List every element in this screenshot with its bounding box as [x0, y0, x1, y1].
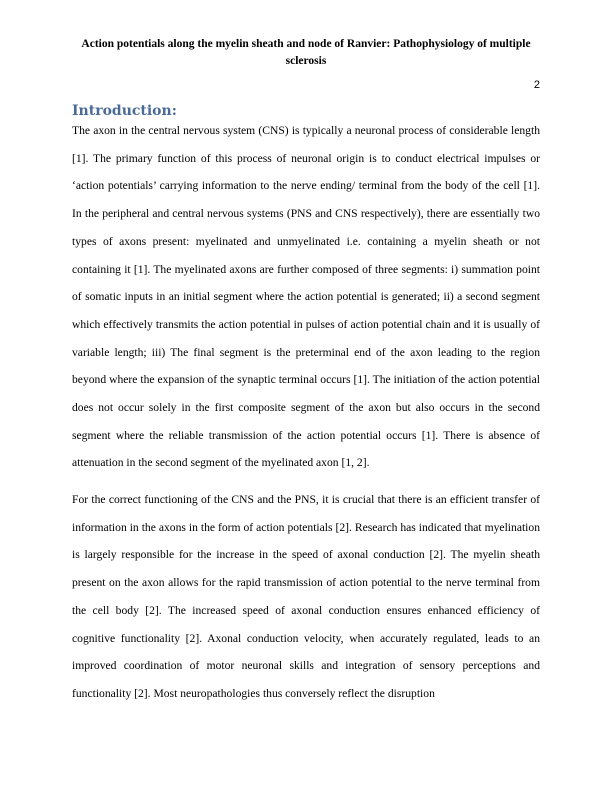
document-title: Action potentials along the myelin sheath and node of Ranvier: Pathophysiology of multiple sclerosis: [81, 38, 531, 67]
page-number: 2: [533, 79, 540, 91]
body-paragraph-2: For the correct functioning of the CNS and the PNS, it is crucial that there is an efficient transfer of information in the axons in the form of action potentials [2]. Research has indicated that myelination is largely responsible for the increase in the speed of axonal conduction [2]. The myelin sheath present on the axon allows for the rapid transmission of action potential to the nerve terminal from the cell body [2]. The increased speed of axonal conduction ensures enhanced efficiency of cognitive functionality [2]. Axonal conduction velocity, when accurately regulated, leads to an improved coordination of motor neuronal skills and integration of sensory perceptions and functionality [2]. Most neuropathologies thus conversely reflect the disruption: [72, 493, 540, 700]
section-heading-introduction: Introduction:: [72, 103, 177, 119]
body-paragraph-1: The axon in the central nervous system (CNS) is typically a neuronal process of considerable length [1]. The primary function of this process of neuronal origin is to conduct electrical impulses or ‘action potentials’ carrying information to the nerve ending/ terminal from the body of the cell [1]. In the peripheral and central nervous systems (PNS and CNS respectively), there are essentially two types of axons present: myelinated and unmyelinated i.e. containing a myelin sheath or not containing it [1]. The myelinated axons are further composed of three segments: i) summation point of somatic inputs in an initial segment where the action potential is generated; ii) a second segment which effectively transmits the action potential in pulses of action potential chain and it is usually of variable length; iii) The final segment is the preterminal end of the axon leading to the region beyond where the expansion of the synaptic terminal occurs [1]. The initiation of the action potential does not occur solely in the first composite segment of the axon but also occurs in the second segment where the reliable transmission of the action potential occurs [1]. There is absence of attenuation in the second segment of the myelinated axon [1, 2].: [72, 124, 540, 470]
